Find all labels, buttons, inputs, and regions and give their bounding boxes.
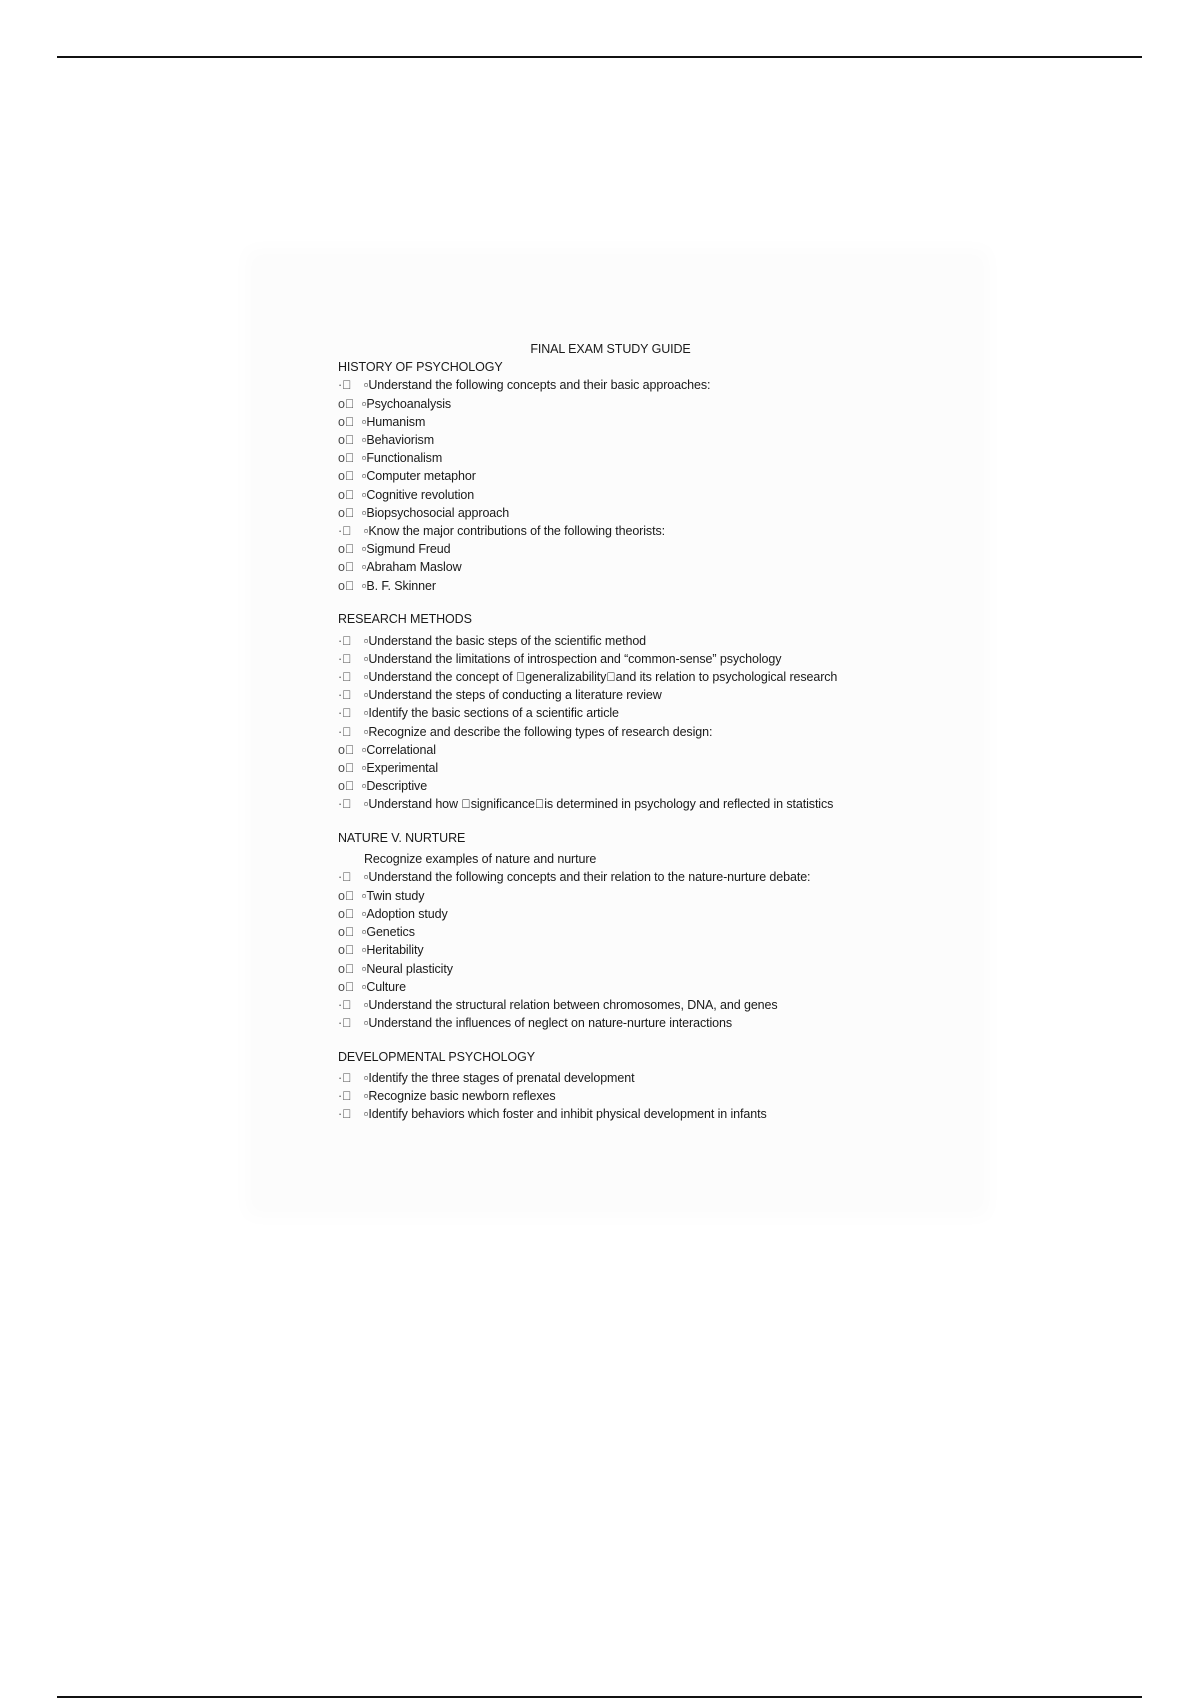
list-item-text: ▫Recognize and describe the following types of research design: [364,724,713,739]
list-item [338,923,958,941]
list-item-text: ▫Genetics [362,925,415,940]
document-title: FINAL EXAM STUDY GUIDE [530,342,691,356]
bullet-marker: ·⃞ [338,1016,352,1031]
list-item [338,632,958,650]
sub-bullet-marker: o⃞ [338,979,355,994]
sub-bullet-marker: o⃞ [338,760,355,775]
bottom-rule [57,1696,1142,1698]
bullet-marker: ·⃞ [338,633,352,648]
list-item [338,795,958,813]
list-item-text: ▫Cognitive revolution [362,487,475,502]
list-item [338,650,958,668]
sub-bullet-marker: o⃞ [338,414,355,429]
list-item [338,1087,958,1105]
section [338,1048,958,1124]
list-item-text: ▫Correlational [362,742,436,757]
list-item [338,850,958,868]
list-item-text: ▫Identify behaviors which foster and inhibit physical development in infants [364,1107,767,1122]
list-item [338,395,958,413]
list-item-text: ▫Biopsychosocial approach [362,505,510,520]
sub-bullet-marker: o⃞ [338,578,355,593]
list-item [338,996,958,1014]
list-item-text: ▫Behaviorism [362,433,435,448]
bullet-marker: ·⃞ [338,724,352,739]
list-item [338,704,958,722]
list-item-text: ▫Identify the three stages of prenatal development [364,1071,635,1086]
list-item-text: ▫Understand how ⃞significance⃞is determined in psychology and reflected in statistics [364,797,834,812]
list-item [338,467,958,485]
list-item-text: ▫Understand the concept of ⃞generalizability⃞and its relation to psychological research [364,669,838,684]
sub-bullet-marker: o⃞ [338,742,355,757]
list-item-text: ▫Identify the basic sections of a scientific article [364,706,619,721]
bullet-marker: ·⃞ [338,651,352,666]
list-item-text: ▫Understand the following concepts and their relation to the nature-nurture debate: [364,870,811,885]
bullet-marker: ·⃞ [338,797,352,812]
list-item-text: ▫Twin study [362,888,425,903]
sub-bullet-marker: o⃞ [338,906,355,921]
list-item-text: ▫Psychoanalysis [362,396,452,411]
list-item-text: ▫Understand the influences of neglect on nature-nurture interactions [364,1016,732,1031]
list-item [338,486,958,504]
list-item-text: ▫Descriptive [362,779,428,794]
sub-bullet-marker: o⃞ [338,542,355,557]
list-item-text: ▫Know the major contributions of the following theorists: [364,524,665,539]
list-item-text: ▫Sigmund Freud [362,542,451,557]
list-item-text: Recognize examples of nature and nurture [364,852,597,867]
list-item-text: ▫Abraham Maslow [362,560,462,575]
list-item-text: ▫Functionalism [362,451,443,466]
bullet-marker: ·⃞ [338,1107,352,1122]
list-item [338,522,958,540]
list-item-text: ▫Recognize basic newborn reflexes [364,1089,556,1104]
list-item-text: ▫Understand the following concepts and their basic approaches: [364,378,711,393]
list-item [338,960,958,978]
list-item-text: ▫Computer metaphor [362,469,476,484]
list-item-text: ▫Adoption study [362,906,448,921]
list-item-text: ▫Understand the structural relation between chromosomes, DNA, and genes [364,997,778,1012]
section [338,829,958,1032]
list-item [338,431,958,449]
list-item-text: ▫Understand the limitations of introspection and “common-sense” psychology [364,651,782,666]
section [338,358,958,595]
sub-bullet-marker: o⃞ [338,961,355,976]
list-item [338,1069,958,1087]
section-heading: DEVELOPMENTAL PSYCHOLOGY [338,1049,535,1064]
list-item [338,887,958,905]
list-item-text: ▫B. F. Skinner [362,578,436,593]
list-item [338,413,958,431]
list-item [338,723,958,741]
list-item-text: ▫Neural plasticity [362,961,453,976]
list-item [338,741,958,759]
list-item [338,978,958,996]
list-item-text: ▫Understand the steps of conducting a literature review [364,688,662,703]
sub-bullet-marker: o⃞ [338,943,355,958]
list-item [338,1014,958,1032]
section-heading: NATURE V. NURTURE [338,831,466,846]
document-sections [338,358,958,1123]
sub-bullet-marker: o⃞ [338,469,355,484]
list-item [338,759,958,777]
list-item-text: ▫Heritability [362,943,424,958]
top-rule [57,56,1142,58]
sub-bullet-marker: o⃞ [338,925,355,940]
sub-bullet-marker: o⃞ [338,433,355,448]
list-item [338,504,958,522]
list-item [338,777,958,795]
section-heading: HISTORY OF PSYCHOLOGY [338,360,503,375]
list-item-text: ▫Culture [362,979,406,994]
list-item-text: ▫Experimental [362,760,439,775]
study-guide-document [338,340,958,1139]
sub-bullet-marker: o⃞ [338,779,355,794]
sub-bullet-marker: o⃞ [338,396,355,411]
sub-bullet-marker: o⃞ [338,560,355,575]
list-item [338,376,958,394]
sub-bullet-marker: o⃞ [338,451,355,466]
list-item-text: ▫Understand the basic steps of the scientific method [364,633,647,648]
list-item [338,577,958,595]
list-item [338,868,958,886]
bullet-marker: ·⃞ [338,997,352,1012]
bullet-marker: ·⃞ [338,688,352,703]
list-item [338,941,958,959]
bullet-marker: ·⃞ [338,524,352,539]
list-item [338,686,958,704]
list-item [338,558,958,576]
sub-bullet-marker: o⃞ [338,505,355,520]
bullet-marker: ·⃞ [338,1071,352,1086]
section [338,610,958,813]
sub-bullet-marker: o⃞ [338,888,355,903]
sub-bullet-marker: o⃞ [338,487,355,502]
list-item [338,1105,958,1123]
list-item [338,540,958,558]
bullet-marker: ·⃞ [338,706,352,721]
bullet-marker: ·⃞ [338,870,352,885]
bullet-marker: ·⃞ [338,378,352,393]
list-item [338,668,958,686]
bullet-marker: ·⃞ [338,1089,352,1104]
list-item-text: ▫Humanism [362,414,426,429]
section-heading: RESEARCH METHODS [338,612,472,627]
bullet-marker: ·⃞ [338,669,352,684]
list-item [338,449,958,467]
list-item [338,905,958,923]
